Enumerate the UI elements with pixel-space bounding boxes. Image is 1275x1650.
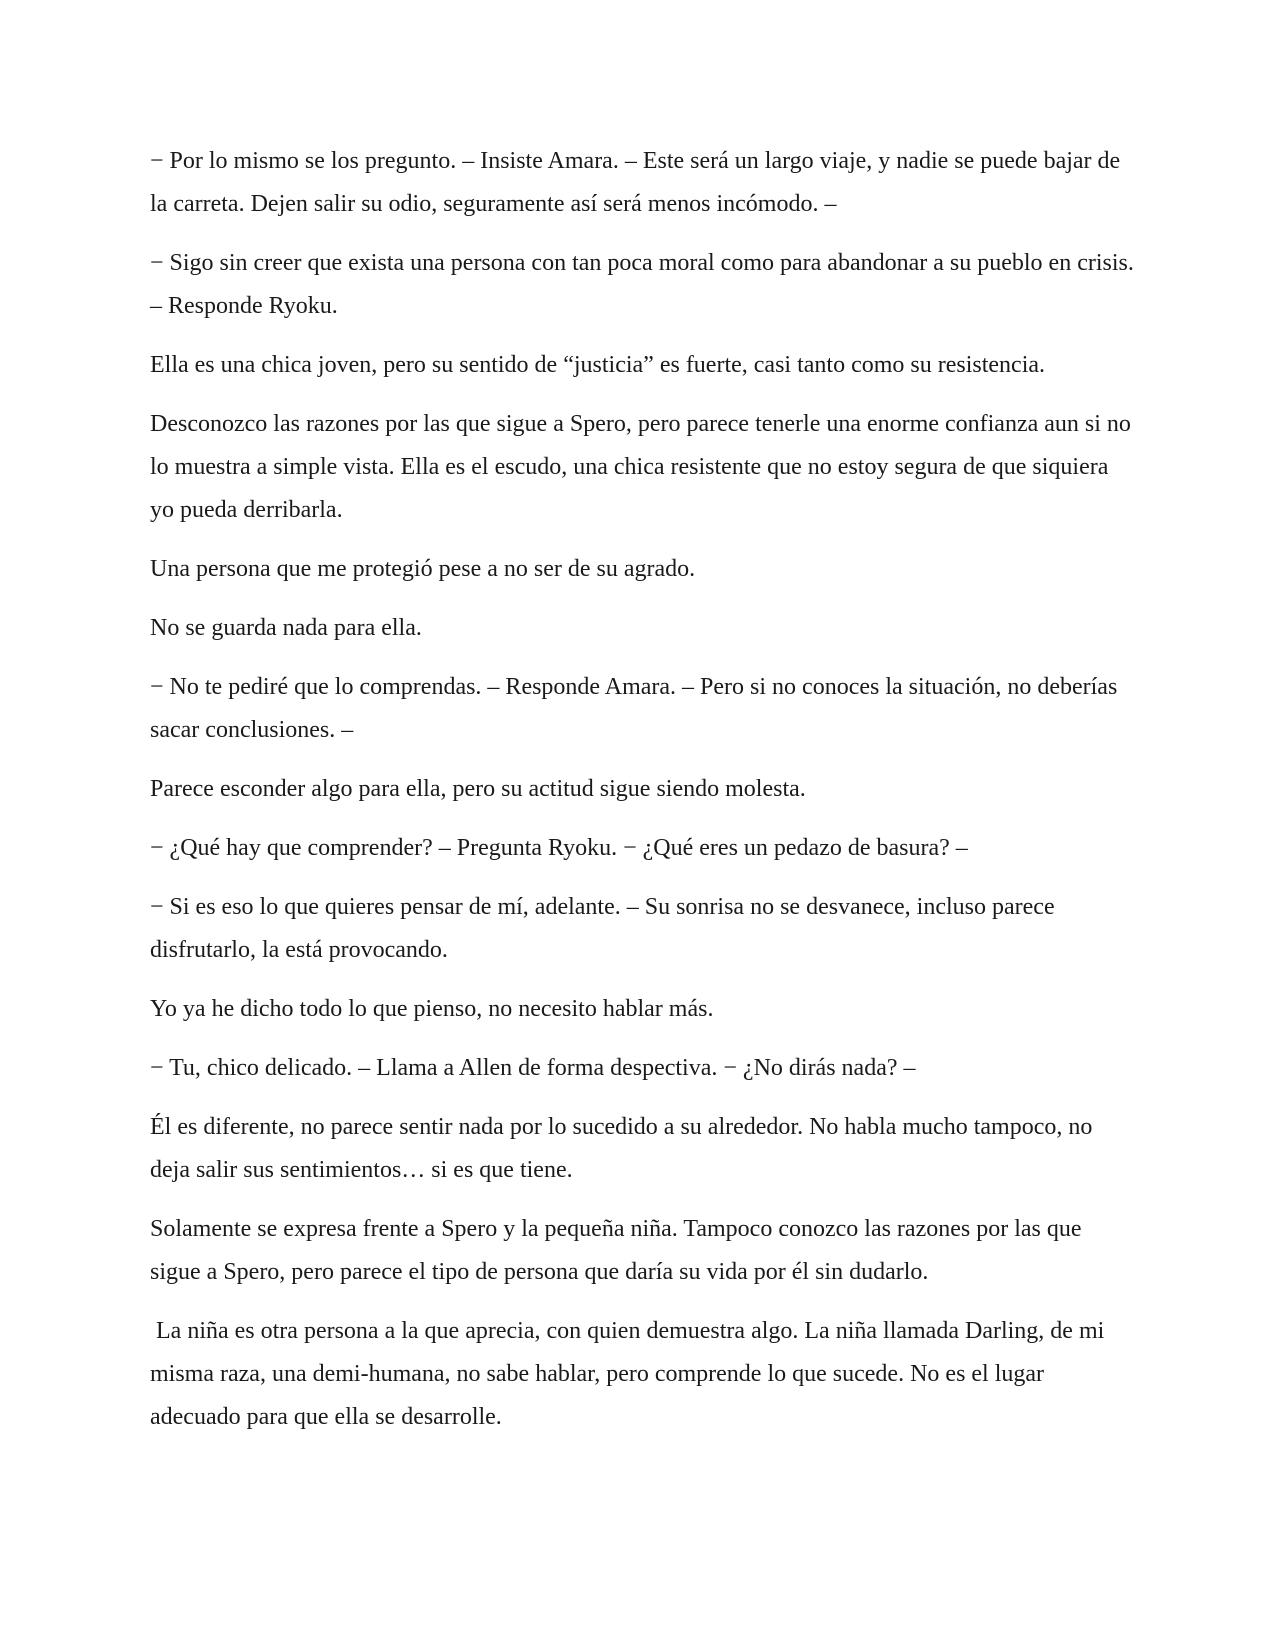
paragraph: − Sigo sin creer que exista una persona con tan poca moral como para abandonar a su pueblo en crisis. – Responde Ryoku.	[150, 250, 1134, 319]
paragraph: La niña es otra persona a la que aprecia, con quien demuestra algo. La niña llamada Darling, de mi misma raza, una demi-humana, no sabe hablar, pero comprende lo que sucede. No es el lugar adecuado para que ella se desarrolle.	[150, 1318, 1111, 1430]
paragraph: Desconozco las razones por las que sigue a Spero, pero parece tenerle una enorme confianza aun si no lo muestra a simple vista. Ella es el escudo, una chica resistente que no estoy segura de que siquiera yo pueda derribarla.	[150, 411, 1131, 523]
paragraph: Solamente se expresa frente a Spero y la pequeña niña. Tampoco conozco las razones por las que sigue a Spero, pero parece el tipo de persona que daría su vida por él sin dudarlo.	[150, 1216, 1082, 1285]
document-body	[150, 140, 1135, 1455]
paragraph: No se guarda nada para ella.	[150, 615, 422, 641]
paragraph: − No te pediré que lo comprendas. – Responde Amara. – Pero si no conoces la situación, no deberías sacar conclusiones. –	[150, 674, 1118, 743]
paragraph: Una persona que me protegió pese a no ser de su agrado.	[150, 556, 696, 582]
paragraph: − Por lo mismo se los pregunto. – Insiste Amara. – Este será un largo viaje, y nadie se puede bajar de la carreta. Dejen salir su odio, seguramente así será menos incómodo. –	[150, 148, 1121, 217]
paragraph: Él es diferente, no parece sentir nada por lo sucedido a su alrededor. No habla mucho tampoco, no deja salir sus sentimientos… si es que tiene.	[150, 1114, 1093, 1183]
paragraph: Ella es una chica joven, pero su sentido de “justicia” es fuerte, casi tanto como su resistencia.	[150, 352, 1046, 378]
paragraph: − Tu, chico delicado. – Llama a Allen de forma despectiva. − ¿No dirás nada? –	[150, 1055, 916, 1081]
paragraph: − ¿Qué hay que comprender? – Pregunta Ryoku. − ¿Qué eres un pedazo de basura? –	[150, 835, 968, 861]
paragraph: Parece esconder algo para ella, pero su actitud sigue siendo molesta.	[150, 776, 806, 802]
paragraph: − Si es eso lo que quieres pensar de mí, adelante. – Su sonrisa no se desvanece, incluso parece disfrutarlo, la está provocando.	[150, 894, 1055, 963]
paragraph: Yo ya he dicho todo lo que pienso, no necesito hablar más.	[150, 996, 714, 1022]
